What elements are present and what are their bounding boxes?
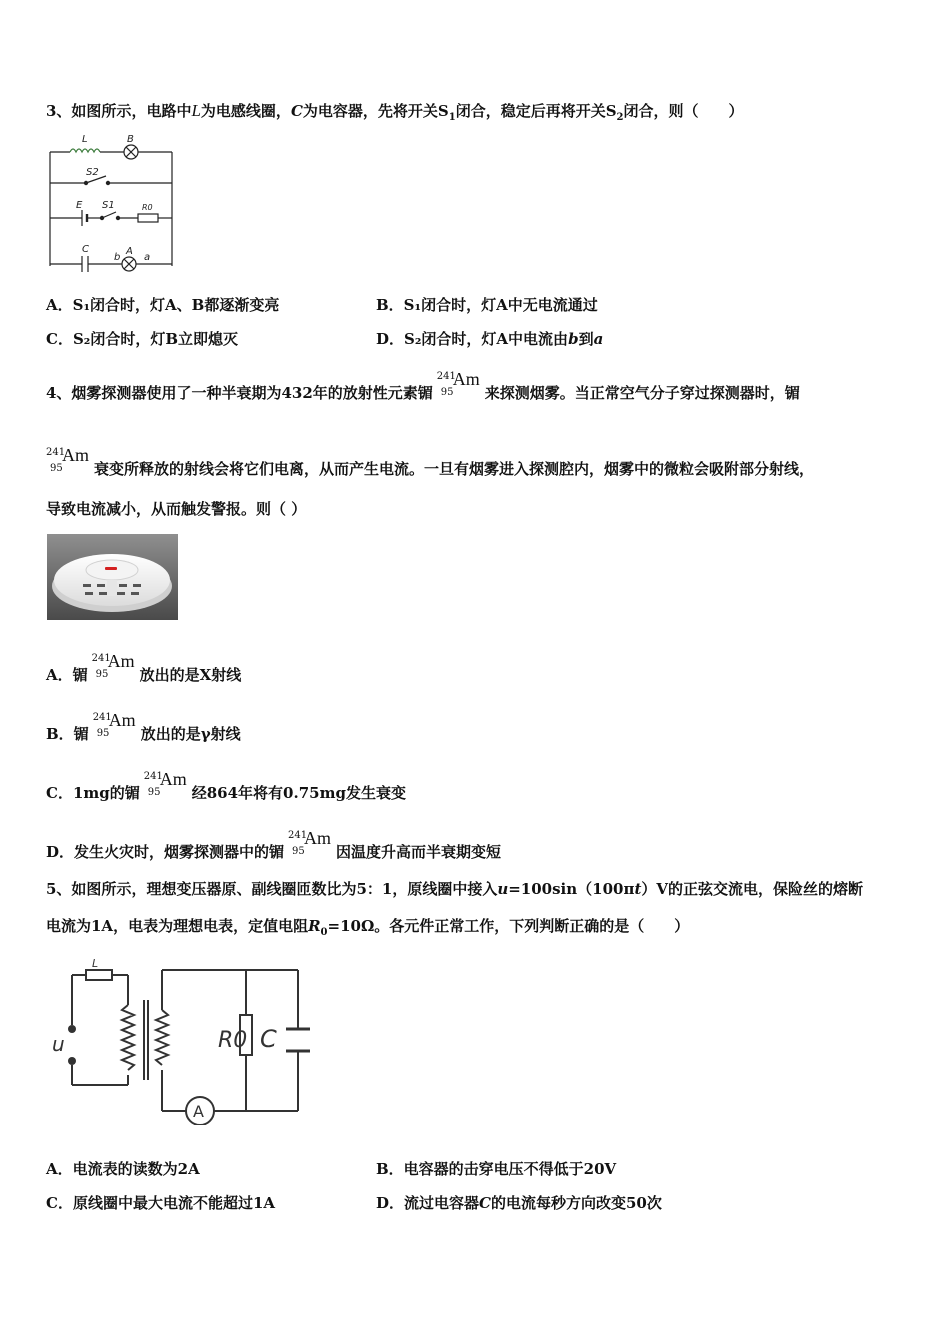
- americium-nuclide: 241 95 Am: [92, 710, 136, 739]
- label-C: C: [260, 1025, 277, 1053]
- q5-transformer-circuit: [50, 955, 320, 1125]
- q3-option-b[interactable]: B．S₁闭合时，灯A中无电流通过: [376, 296, 598, 314]
- label-C: C: [82, 244, 89, 255]
- q5-option-d[interactable]: D．流过电容器C的电流每秒方向改变50次: [376, 1194, 662, 1212]
- q4-option-a[interactable]: A．镅 241 95 Am 放出的是X射线: [46, 651, 242, 684]
- label-a: a: [144, 252, 151, 263]
- q4-option-c[interactable]: C．1mg的镅 241 95 Am 经864年将有0.75mg发生衰变: [46, 769, 406, 802]
- smoke-detector-photo: [47, 534, 178, 620]
- label-E: E: [76, 200, 83, 211]
- q4-stem-line1: 4、烟雾探测器使用了一种半衰期为432年的放射性元素镅 241 95 Am 来探测烟雾。当正常空气分子穿过探测器时，镅: [46, 369, 800, 402]
- americium-nuclide: 241 95 Am: [91, 651, 135, 680]
- q4-stem-line3: 导致电流减小，从而触发警报。则（ ）: [46, 500, 307, 518]
- label-R0: R0: [142, 203, 153, 212]
- q5-option-a[interactable]: A．电流表的读数为2A: [46, 1160, 200, 1178]
- q5-stem-line1: 5、如图所示，理想变压器原、副线圈匝数比为5：1，原线圈中接入u=100sin（100πt）V的正弦交流电，保险丝的熔断: [46, 880, 864, 898]
- label-u: u: [52, 1032, 65, 1056]
- label-b: b: [114, 252, 121, 263]
- label-A: A: [126, 246, 133, 257]
- americium-nuclide: 241 95 Am: [436, 369, 480, 398]
- q5-option-b[interactable]: B．电容器的击穿电压不得低于20V: [376, 1160, 617, 1178]
- q3-option-a[interactable]: A．S₁闭合时，灯A、B都逐渐变亮: [46, 296, 280, 314]
- q3-option-d[interactable]: D．S₂闭合时，灯A中电流由b到a: [376, 330, 604, 348]
- label-L: L: [92, 957, 99, 970]
- q4-stem-line2: 241 95 Am 衰变所释放的射线会将它们电离，从而产生电流。一旦有烟雾进入探测腔内，烟雾中的微粒会吸附部分射线，: [46, 445, 815, 478]
- ammeter-label: A: [193, 1102, 204, 1121]
- q4-option-d[interactable]: D．发生火灾时，烟雾探测器中的镅 241 95 Am 因温度升高而半衰期变短: [46, 828, 502, 861]
- label-S1: S1: [102, 200, 115, 211]
- label-L: L: [82, 134, 88, 145]
- label-B: B: [127, 134, 134, 145]
- americium-nuclide: 241 95 Am: [143, 769, 187, 798]
- q3-circuit-diagram: [44, 130, 180, 272]
- q4-option-b[interactable]: B．镅 241 95 Am 放出的是γ射线: [46, 710, 241, 743]
- q5-stem-line2: 电流为1A，电表为理想电表，定值电阻$R_0=10\Omega$。各元件正常工作，下列判断正确的是（ ）: [46, 917, 690, 938]
- label-R0: R0: [218, 1028, 248, 1053]
- americium-nuclide: 241 95 Am: [46, 445, 89, 474]
- q5-option-c[interactable]: C．原线圈中最大电流不能超过1A: [46, 1194, 276, 1212]
- q3-option-c[interactable]: C．S₂闭合时，灯B立即熄灭: [46, 330, 239, 348]
- americium-nuclide: 241 95 Am: [288, 828, 332, 857]
- q3-stem: 3、如图所示，电路中L为电感线圈，C为电容器，先将开关$S_1$闭合，稳定后再将开关$S_2$闭合，则（ ）: [46, 101, 744, 123]
- label-S2: S2: [86, 167, 99, 178]
